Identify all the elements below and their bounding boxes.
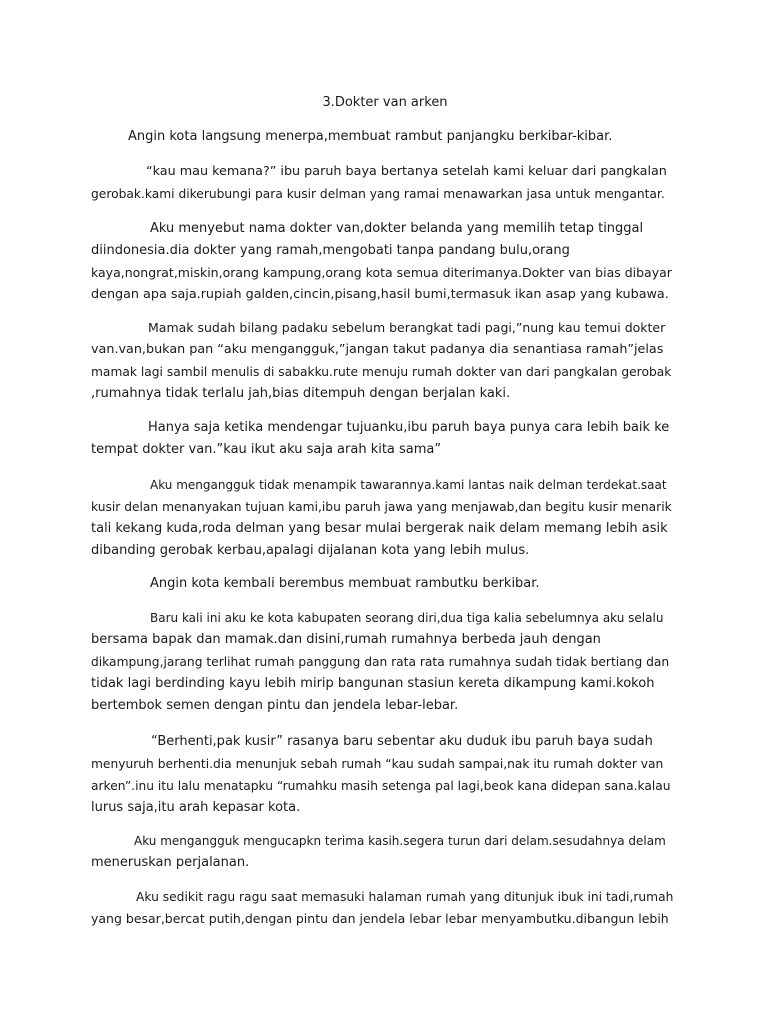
paragraph-line: kusir delan menanyakan tujuan kami,ibu paruh jawa yang menjawab,dan begitu kusir menarik bbox=[91, 500, 672, 514]
document-title: 3.Dokter van arken bbox=[322, 95, 448, 110]
paragraph-line: Aku mengangguk mengucapkn terima kasih.segera turun dari delam.sesudahnya delam bbox=[134, 834, 666, 848]
paragraph-line: yang besar,bercat putih,dengan pintu dan jendela lebar lebar menyambutku.dibangun lebih bbox=[91, 911, 669, 926]
paragraph-line: Aku mengangguk tidak menampik tawarannya.kami lantas naik delman terdekat.saat bbox=[150, 478, 667, 492]
paragraph-line: bertembok semen dengan pintu dan jendela lebar-lebar. bbox=[91, 698, 459, 713]
paragraph-line: Baru kali ini aku ke kota kabupaten seorang diri,dua tiga kalia sebelumnya aku selalu bbox=[150, 611, 664, 625]
paragraph-line: arken”.inu itu lalu menatapku “rumahku masih setenga pal lagi,beok kana didepan sana.kalau bbox=[91, 779, 671, 793]
paragraph-line: dibanding gerobak kerbau,apalagi dijalanan kota yang lebih mulus. bbox=[91, 543, 530, 558]
paragraph-2 bbox=[91, 161, 673, 205]
paragraph-line: meneruskan perjalanan. bbox=[91, 855, 250, 870]
paragraph-6 bbox=[91, 474, 673, 562]
paragraph-9 bbox=[91, 731, 673, 819]
paragraph-line: lurus saja,itu arah kepasar kota. bbox=[91, 800, 301, 815]
paragraph-line: tempat dokter van.”kau ikut aku saja arah kita sama” bbox=[91, 442, 442, 457]
paragraph-line: ,rumahnya tidak terlalu jah,bias ditempuh dengan berjalan kaki. bbox=[91, 386, 511, 401]
paragraph-line: “Berhenti,pak kusir” rasanya baru sebentar aku duduk ibu paruh baya sudah bbox=[151, 734, 653, 749]
paragraph-line: kaya,nongrat,miskin,orang kampung,orang kota semua diterimanya.Dokter van bias dibayar bbox=[91, 265, 672, 280]
paragraph-line: van.van,bukan pan “aku mengangguk,”jangan takut padanya dia senantiasa ramah”jelas bbox=[91, 342, 664, 357]
paragraph-line: Mamak sudah bilang padaku sebelum berangkat tadi pagi,”nung kau temui dokter bbox=[148, 320, 666, 335]
paragraph-line: Angin kota kembali berembus membuat rambutku berkibar. bbox=[150, 576, 540, 591]
paragraph-line: Aku menyebut nama dokter van,dokter belanda yang memilih tetap tinggal bbox=[150, 221, 644, 236]
paragraph-3 bbox=[91, 218, 673, 306]
paragraph-line: bersama bapak dan mamak.dan disini,rumah rumahnya berbeda jauh dengan bbox=[91, 632, 601, 647]
paragraph-line: Angin kota langsung menerpa,membuat rambut panjangku berkibar-kibar. bbox=[128, 129, 613, 144]
paragraph-line: tali kekang kuda,roda delman yang besar mulai bergerak naik delam memang lebih asik bbox=[91, 521, 668, 536]
paragraph-line: diindonesia.dia dokter yang ramah,mengobati tanpa pandang bulu,orang bbox=[91, 243, 570, 258]
paragraph-line: “kau mau kemana?” ibu paruh baya bertanya setelah kami keluar dari pangkalan bbox=[146, 164, 667, 179]
paragraph-line: menyuruh berhenti.dia menunjuk sebah rumah “kau sudah sampai,nak itu rumah dokter van bbox=[91, 757, 664, 771]
paragraph-7 bbox=[91, 573, 673, 595]
paragraph-line: dengan apa saja.rupiah galden,cincin,pisang,hasil bumi,termasuk ikan asap yang kubawa. bbox=[91, 287, 669, 302]
paragraph-1 bbox=[91, 126, 673, 148]
paragraph-8 bbox=[91, 607, 673, 717]
paragraph-line: dikampung,jarang terlihat rumah panggung dan rata rata rumahnya sudah tidak bertiang dan bbox=[91, 655, 670, 669]
paragraph-line: Hanya saja ketika mendengar tujuanku,ibu paruh baya punya cara lebih baik ke bbox=[148, 420, 670, 435]
paragraph-line: tidak lagi berdinding kayu lebih mirip bangunan stasiun kereta dikampung kami.kokoh bbox=[91, 676, 655, 691]
paragraph-4 bbox=[91, 317, 673, 405]
paragraph-line: Aku sedikit ragu ragu saat memasuki halaman rumah yang ditunjuk ibuk ini tadi,rumah bbox=[136, 890, 674, 904]
paragraph-11 bbox=[91, 886, 673, 930]
paragraph-5 bbox=[91, 417, 673, 461]
paragraph-line: gerobak.kami dikerubungi para kusir delman yang ramai menawarkan jasa untuk mengantar. bbox=[91, 187, 665, 201]
paragraph-line: mamak lagi sambil menulis di sabakku.rute menuju rumah dokter van dari pangkalan gerobak bbox=[91, 365, 672, 379]
paragraph-10 bbox=[91, 830, 673, 874]
